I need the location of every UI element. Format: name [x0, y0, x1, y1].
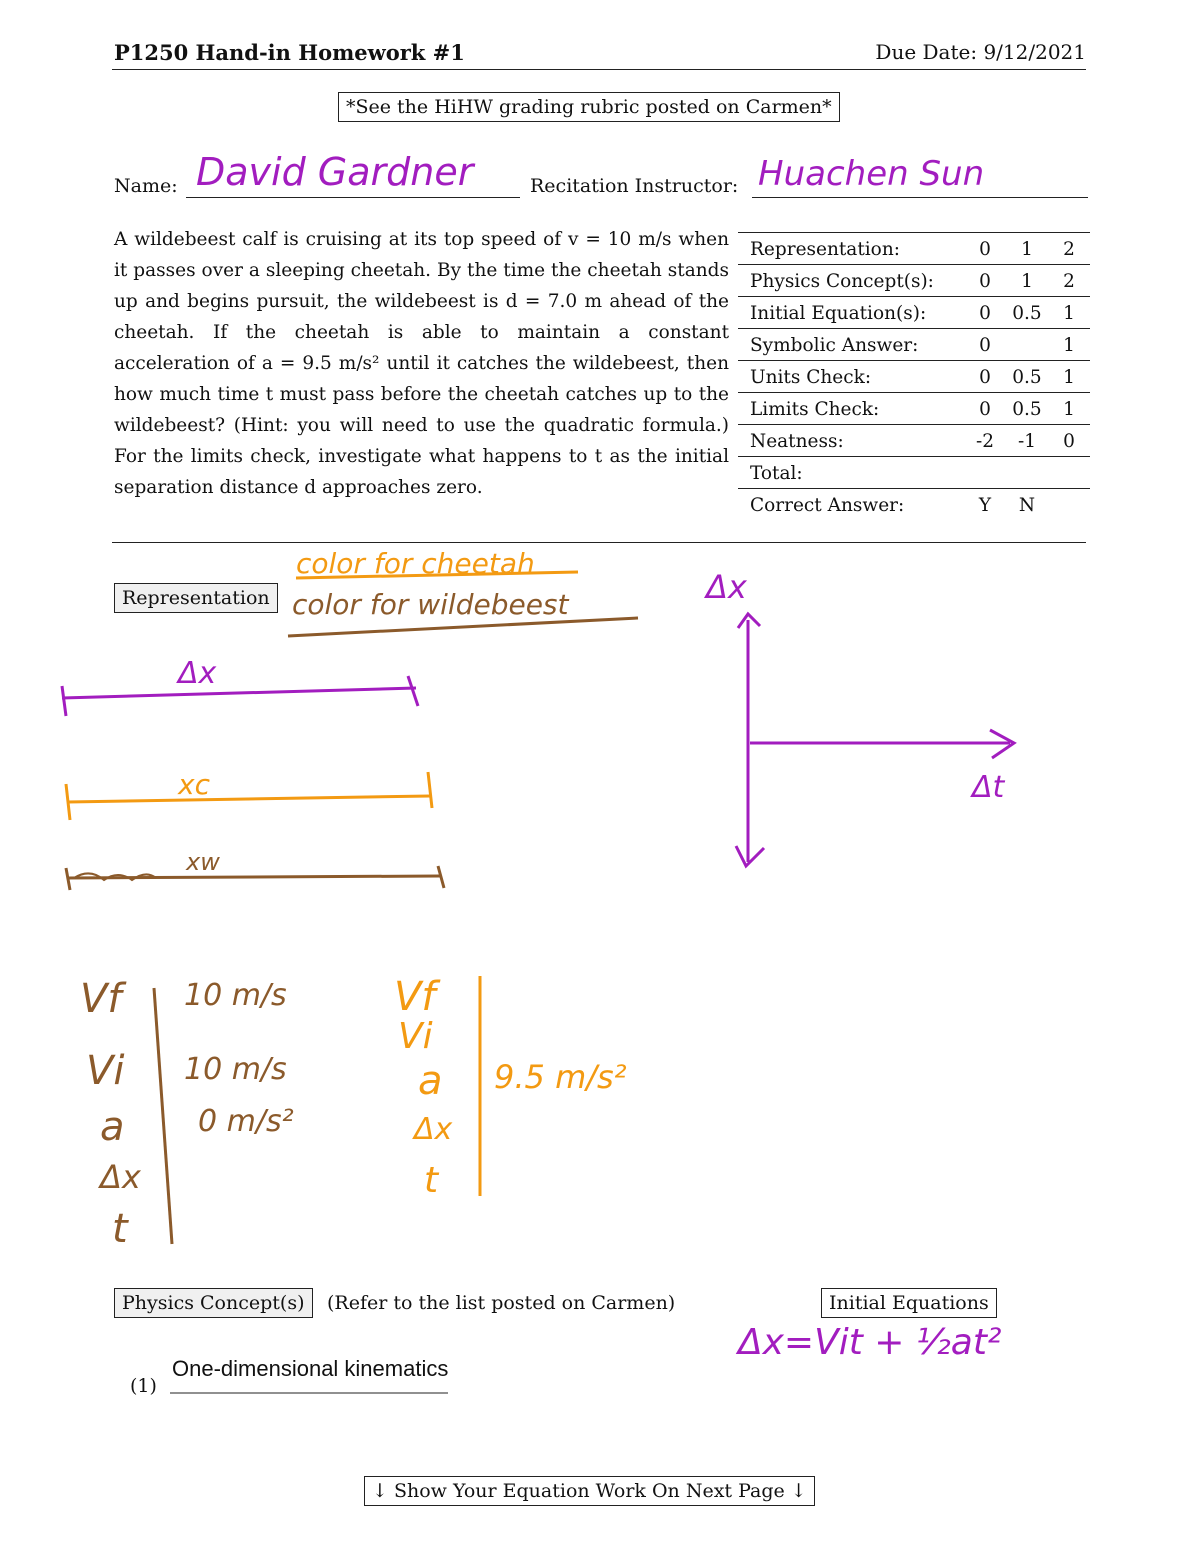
rubric-criterion: Representation:	[738, 233, 964, 265]
wild-label-t: t	[112, 1206, 128, 1252]
rubric-score: 1	[1006, 233, 1048, 265]
cheetah-label-vf: Vf	[394, 974, 436, 1020]
rubric-score: 0.5	[1006, 297, 1048, 329]
rubric-score: 0.5	[1006, 393, 1048, 425]
rubric-score: 0	[964, 233, 1006, 265]
concept-item-value: One-dimensional kinematics	[172, 1356, 449, 1381]
cheetah-value-a: 9.5 m/s²	[494, 1058, 627, 1096]
rubric-score: 1	[1048, 297, 1090, 329]
rubric-score: 0	[964, 393, 1006, 425]
cheetah-label-vi: Vi	[398, 1016, 433, 1057]
rubric-criterion: Units Check:	[738, 361, 964, 393]
rubric-score: 0	[964, 265, 1006, 297]
graph-x-axis-label: Δt	[972, 770, 1005, 805]
rubric-score: N	[1006, 489, 1048, 521]
delta-x-label: Δx	[178, 656, 217, 691]
rubric-score: 0	[964, 297, 1006, 329]
rubric-score: 0	[964, 361, 1006, 393]
representation-label: Representation	[114, 583, 278, 613]
legend-wildebeest: color for wildebeest	[292, 588, 569, 621]
rubric-criterion: Total:	[738, 457, 964, 489]
rubric-score: 1	[1006, 265, 1048, 297]
physics-concepts-note: (Refer to the list posted on Carmen)	[327, 1292, 676, 1314]
problem-statement: A wildebeest calf is cruising at its top speed of v = 10 m/s when it passes over a sleeping cheetah. By the time the cheetah stands up and begins pursuit, the wildebeest is d = 7.0 m ahead of the cheetah. If the cheetah is able to maintain a constant acceleration of a = 9.5 m/s² until it catches the wildebeest, then how much time t must pass before the cheetah catches up to the wildebeest? (Hint: you will need to use the quadratic formula.) For the limits check, investigate what happens to t as the initial separation distance d approaches zero.	[114, 229, 729, 498]
due-date: Due Date: 9/12/2021	[875, 40, 1086, 64]
rubric-score: 0	[1048, 425, 1090, 457]
wild-value-a: 0 m/s²	[198, 1104, 294, 1139]
graph-y-axis-label: Δx	[706, 568, 747, 606]
next-page-note: ↓ Show Your Equation Work On Next Page ↓	[364, 1476, 815, 1506]
cheetah-label-a: a	[418, 1058, 443, 1104]
rubric-score: 2	[1048, 233, 1090, 265]
initial-equation: Δx=Vit + ½at²	[738, 1322, 1002, 1363]
wild-label-vf: Vf	[80, 976, 122, 1022]
rubric-criterion: Initial Equation(s):	[738, 297, 964, 329]
rubric-score: 1	[1048, 393, 1090, 425]
wild-label-a: a	[100, 1104, 125, 1150]
rubric-note: *See the HiHW grading rubric posted on Carmen*	[338, 92, 840, 122]
rubric-criterion: Symbolic Answer:	[738, 329, 964, 361]
wild-value-vf: 10 m/s	[184, 978, 287, 1013]
wild-label-vi: Vi	[86, 1048, 125, 1094]
instructor-label: Recitation Instructor:	[530, 175, 739, 197]
instructor-name: Huachen Sun	[758, 154, 985, 194]
rubric-score: 1	[1048, 329, 1090, 361]
physics-concepts-label: Physics Concept(s)	[114, 1288, 313, 1318]
initial-equations-label: Initial Equations	[821, 1288, 997, 1318]
rubric-score: 1	[1048, 361, 1090, 393]
rubric-score: 0	[964, 329, 1006, 361]
rubric-score: Y	[964, 489, 1006, 521]
xc-label: xc	[178, 768, 210, 801]
student-name: David Gardner	[196, 150, 474, 194]
rubric-criterion: Physics Concept(s):	[738, 265, 964, 297]
xw-label: xw	[186, 848, 220, 876]
legend-cheetah: color for cheetah	[296, 547, 535, 580]
rubric-score: -1	[1006, 425, 1048, 457]
rubric-score: 0.5	[1006, 361, 1048, 393]
concept-item-number: (1)	[130, 1375, 157, 1397]
homework-title: P1250 Hand-in Homework #1	[114, 40, 465, 65]
name-label: Name:	[114, 175, 178, 197]
wild-label-dx: Δx	[100, 1158, 141, 1196]
cheetah-label-t: t	[424, 1160, 439, 1201]
wild-value-vi: 10 m/s	[184, 1052, 287, 1087]
rubric-criterion: Correct Answer:	[738, 489, 964, 521]
rubric-score: 2	[1048, 265, 1090, 297]
rubric-criterion: Neatness:	[738, 425, 964, 457]
rubric-score: -2	[964, 425, 1006, 457]
cheetah-label-dx: Δx	[414, 1112, 453, 1147]
rubric-criterion: Limits Check:	[738, 393, 964, 425]
